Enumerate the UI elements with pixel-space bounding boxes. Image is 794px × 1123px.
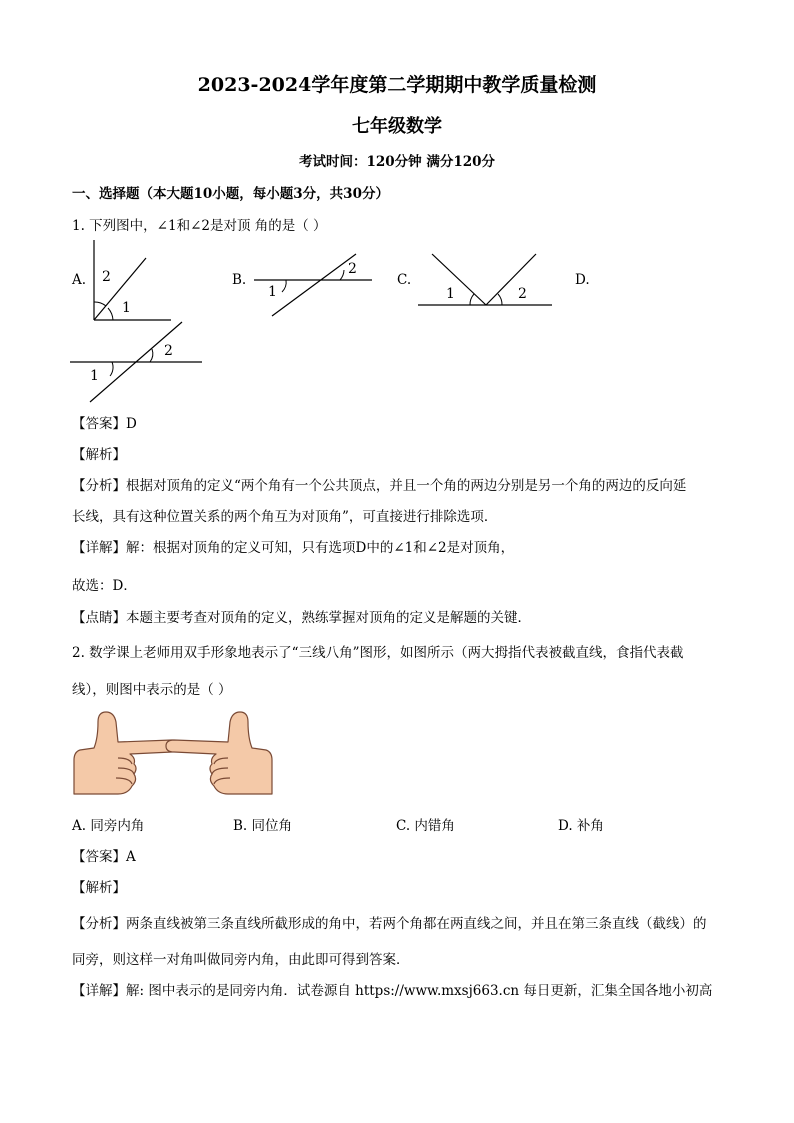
q2-answer [72, 845, 136, 865]
fenxi-text: 两条直线被第三条直线所截形成的角中，若两个角都在两直线之间，并且在第三条直线（截线）的 [126, 916, 707, 932]
q1-figure-d [68, 318, 206, 406]
q2-stem-line2: 线），则图中表示的是（ ） [72, 682, 232, 698]
page-title: 2023-2024学年度第二学期期中教学质量检测 [197, 74, 597, 96]
angle-label-1: 1 [122, 300, 131, 316]
q2-detail-line1 [72, 979, 712, 999]
fenxi-tag: 【分析】 [72, 478, 126, 494]
q1-option-b-label: B. [232, 272, 247, 288]
detail-tag: 【详解】 [72, 540, 126, 556]
q1-option-a-label: A. [72, 272, 87, 288]
answer-value: D [126, 416, 137, 432]
detail-text: 解：根据对顶角的定义可知，只有选项D中的∠1和∠2是对顶角， [126, 540, 515, 556]
angle-label-1: 1 [90, 368, 99, 384]
fenxi-tag: 【分析】 [72, 916, 126, 932]
q1-dianjing [72, 606, 531, 626]
dianjing-text: 本题主要考查对顶角的定义，熟练掌握对顶角的定义是解题的关键． [126, 610, 531, 626]
angle-label-2: 2 [348, 261, 357, 277]
angle-label-2: 2 [102, 269, 111, 285]
detail-tag: 【详解】 [72, 983, 126, 999]
answer-value: A [126, 849, 136, 865]
dianjing-tag: 【点睛】 [72, 610, 126, 626]
q2-hands-figure [72, 708, 274, 796]
q1-figure-c [414, 250, 556, 312]
detail-text: 解: 图中表示的是同旁内角．试卷源自 https://www.mxsj663.cn 每日更新，汇集全国各地小初高 [126, 983, 713, 999]
q1-detail-line1 [72, 536, 514, 556]
q2-analysis-tag: 【解析】 [72, 880, 126, 896]
q2-stem-line1: 2. 数学课上老师用双手形象地表示了“三线八角”图形，如图所示（两大拇指代表被截直线，食指代表截 [72, 645, 684, 661]
angle-label-1: 1 [268, 284, 277, 300]
q2-option-c: C. 内错角 [396, 818, 455, 834]
q2-fenxi-line1 [72, 912, 707, 932]
answer-tag: 【答案】 [72, 416, 126, 432]
q1-fenxi-line1 [72, 474, 686, 494]
page-subtitle: 七年级数学 [352, 116, 442, 137]
angle-label-2: 2 [518, 286, 527, 302]
angle-label-2: 2 [164, 343, 173, 359]
q2-option-a: A. 同旁内角 [72, 818, 145, 834]
section-heading: 一、选择题（本大题10小题，每小题3分，共30分） [72, 186, 389, 202]
q2-option-d: D. 补角 [558, 818, 604, 834]
answer-tag: 【答案】 [72, 849, 126, 865]
angle-label-1: 1 [446, 286, 455, 302]
q1-fenxi-line2: 长线，具有这种位置关系的两个角互为对顶角”，可直接进行排除选项． [72, 509, 498, 525]
q1-stem: 1. 下列图中，∠1和∠2是对顶 角的是（ ） [72, 218, 327, 234]
q1-detail-line2: 故选：D． [72, 578, 137, 594]
q1-figure-b [248, 250, 378, 322]
q1-option-c-label: C. [397, 272, 412, 288]
q1-figure-a [86, 236, 176, 326]
q2-fenxi-line2: 同旁，则这样一对角叫做同旁内角，由此即可得到答案． [72, 952, 410, 968]
fenxi-text: 根据对顶角的定义“两个角有一个公共顶点，并且一个角的两边分别是另一个角的两边的反向延 [126, 478, 687, 494]
q1-answer [72, 412, 137, 432]
q2-option-b: B. 同位角 [233, 818, 293, 834]
exam-info: 考试时间：120分钟 满分120分 [298, 154, 496, 170]
q1-analysis-tag: 【解析】 [72, 447, 126, 463]
q1-option-d-label: D. [575, 272, 590, 288]
